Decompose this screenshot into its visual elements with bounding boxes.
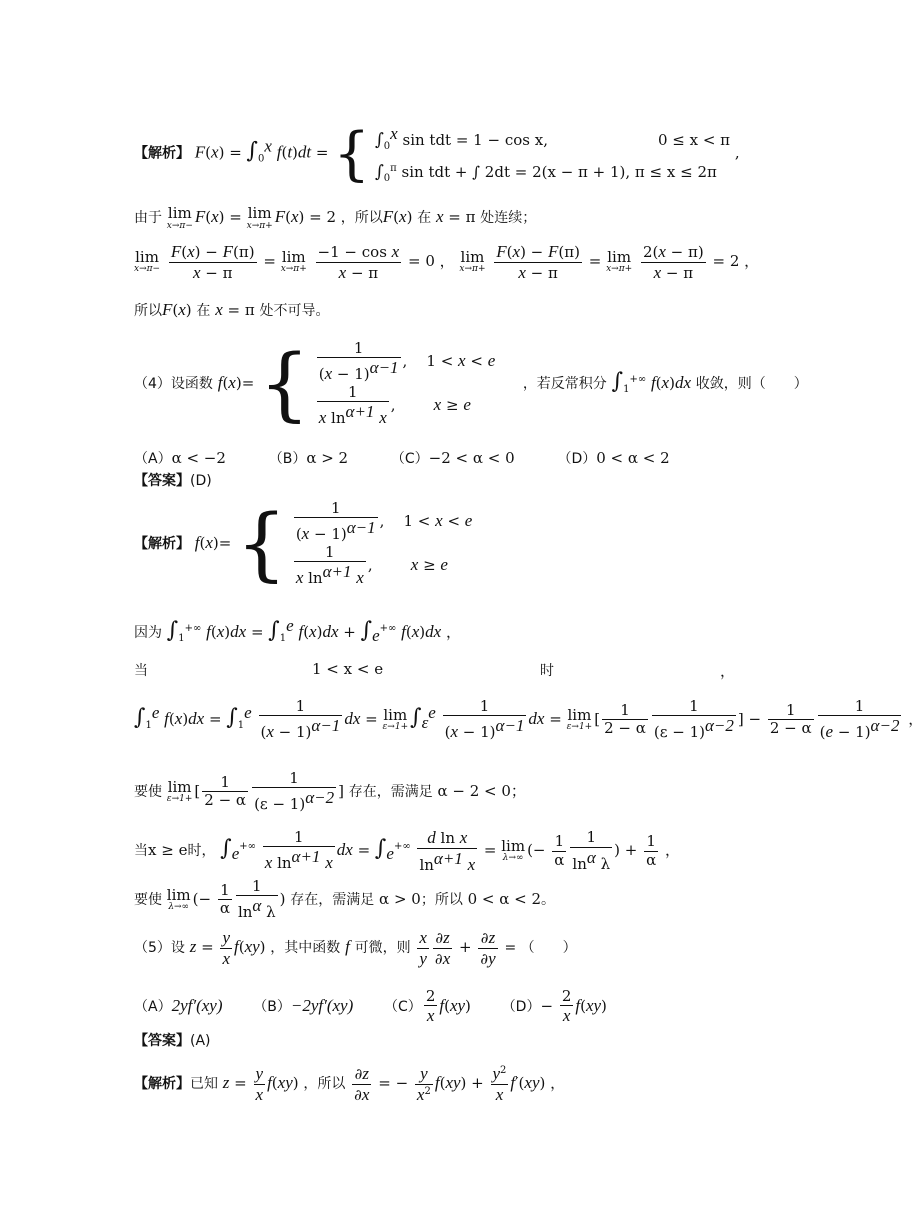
derivative-limits-line: lim x→π− $\frac{F(x) - F(\pi)}{x - \pi}$ = lim x→π+ $\frac{\text{−1 − cos x}}{x - \pi}$ = 0 ， lim x→π+ $\frac{F(x) - F(\pi)}{x - \pi}$ = lim x→π+ $\frac{2(x - \pi)}{x - \pi}$ = 2 ，: [134, 242, 760, 282]
when-x-ge-e-line: 当x ≥ e时， $\int_e^{+\infty}$ $\frac{1}{x \ln^{\alpha+1} x}$ dx = $\int_e^{+\infty}$ $\frac{\text{d ln x}}{\ln^{\alpha+1} x}$ = lim λ→∞ (− $\frac{1}{\alpha}$ $\frac{1}{\ln^\alpha \lambda}$ ) + $\frac{1}{\alpha}$ ，: [134, 828, 680, 874]
not-differentiable-line: 所以F(x) 在 x = π 处不可导。: [134, 300, 330, 319]
question-5-answer: 【答案】(A): [134, 1033, 211, 1049]
option-a[interactable]: 2yf′(xy): [171, 995, 223, 1015]
when-line: 当 1 < x < e 时 ，: [134, 660, 736, 680]
option-a[interactable]: α < −2: [171, 449, 226, 467]
integral-split-line: 因为 $\int_1^{+\infty}$ $f(x)dx = \int_1^e$ $f(x)dx + \int_e^{+\infty}$ f(x)dx ，: [134, 616, 461, 645]
question-5-options: （A）2yf′(xy) （B）−2yf′(xy) （C） $\frac{2}{x}$ f(xy) （D）− $\frac{2}{x}$ f(xy): [134, 987, 607, 1026]
question-4-answer: 【答案】(D): [134, 473, 212, 489]
require-condition-1: 要使 lim ε→1+ [ $\frac{1}{2 - \alpha}$ $\frac{1}{(\varepsilon - 1)^{\alpha-2}}$ ] 存在，需满足 α − 2 < 0；: [134, 769, 526, 814]
question-5-stem: （5）设 z = $\frac{y}{x}$ f(xy) ，其中函数 f 可微，则 $\frac{x}{y}$ $\frac{\partial z}{\partial x}$ + $\frac{\partial z}{\partial y}$ = （ ）: [134, 928, 577, 968]
option-b[interactable]: −2yf′(xy): [290, 995, 354, 1015]
continuity-line: 由于 lim x→π− F(x) = lim x→π+ F(x) = 2 ，所以F(x) 在 x = π 处连续；: [134, 204, 537, 231]
option-d[interactable]: 0 < α < 2: [596, 449, 670, 467]
question-4-stem: （4）设函数 f(x)= { $\frac{1}{(x - 1)^{\alpha-1}}$ , 1 < x < e $\frac{1}{x \ln^{\alpha+1} x}$ , x ≥ e ，若反常积分 $\int_1^{+\infty}$ f(x)dx 收敛，则（ ）: [134, 336, 808, 430]
require-condition-2: 要使 lim λ→∞ (− $\frac{1}{\alpha}$ $\frac{1}{\ln^\alpha \lambda}$ ) 存在，需满足 α > 0；所以 0 < α < 2。: [134, 877, 556, 922]
option-c[interactable]: $\frac{2}{x}$ f(xy): [425, 987, 471, 1026]
option-b[interactable]: α > 2: [306, 449, 349, 467]
option-d[interactable]: − $\frac{2}{x}$ f(xy): [540, 987, 607, 1026]
integral-1-to-e-line: $\int_1^e$ $f(x)dx = \int_1^e$ $\frac{1}{(x - 1)^{\alpha-1}}$ dx = lim ε→1+ $\int_\varepsilon^e$ $\frac{1}{(x - 1)^{\alpha-1}}$ dx = lim ε→1+ [ $\frac{1}{2 - \alpha}$ $\frac{1}{(\varepsilon - 1)^{\alpha-2}}$ ] − $\frac{1}{2 - \alpha}$ $\frac{1}{(e - 1)^{\alpha-2}}$ ，: [134, 697, 923, 742]
analysis-piecewise-F: 【解析】 $F(x) = \int_0^x$ f(t)dt = { $\int_0^x$ sin tdt = 1 − cos x, 0 ≤ x < π $\int_0^\pi$ sin tdt + ∫ 2dt = 2(x − π + 1), π ≤ x ≤ 2π ,: [134, 119, 740, 188]
question-4-options: （A）α < −2 （B）α > 2 （C）−2 < α < 0 （D）0 < α < 2: [134, 449, 670, 467]
option-c[interactable]: −2 < α < 0: [428, 449, 515, 467]
question-4-analysis-f: 【解析】 f(x)= { $\frac{1}{(x - 1)^{\alpha-1}}$ , 1 < x < e $\frac{1}{x \ln^{\alpha+1} x}$ , x ≥ e: [134, 496, 473, 590]
analysis-tag: 【解析】: [134, 145, 190, 162]
question-5-analysis: 【解析】已知 z = $\frac{y}{x}$ f(xy) ，所以 $\frac{\partial z}{\partial x}$ = − $\frac{y}{x^2}$ f(xy) + $\frac{y^2}{x}$ f′(xy) ，: [134, 1064, 566, 1104]
